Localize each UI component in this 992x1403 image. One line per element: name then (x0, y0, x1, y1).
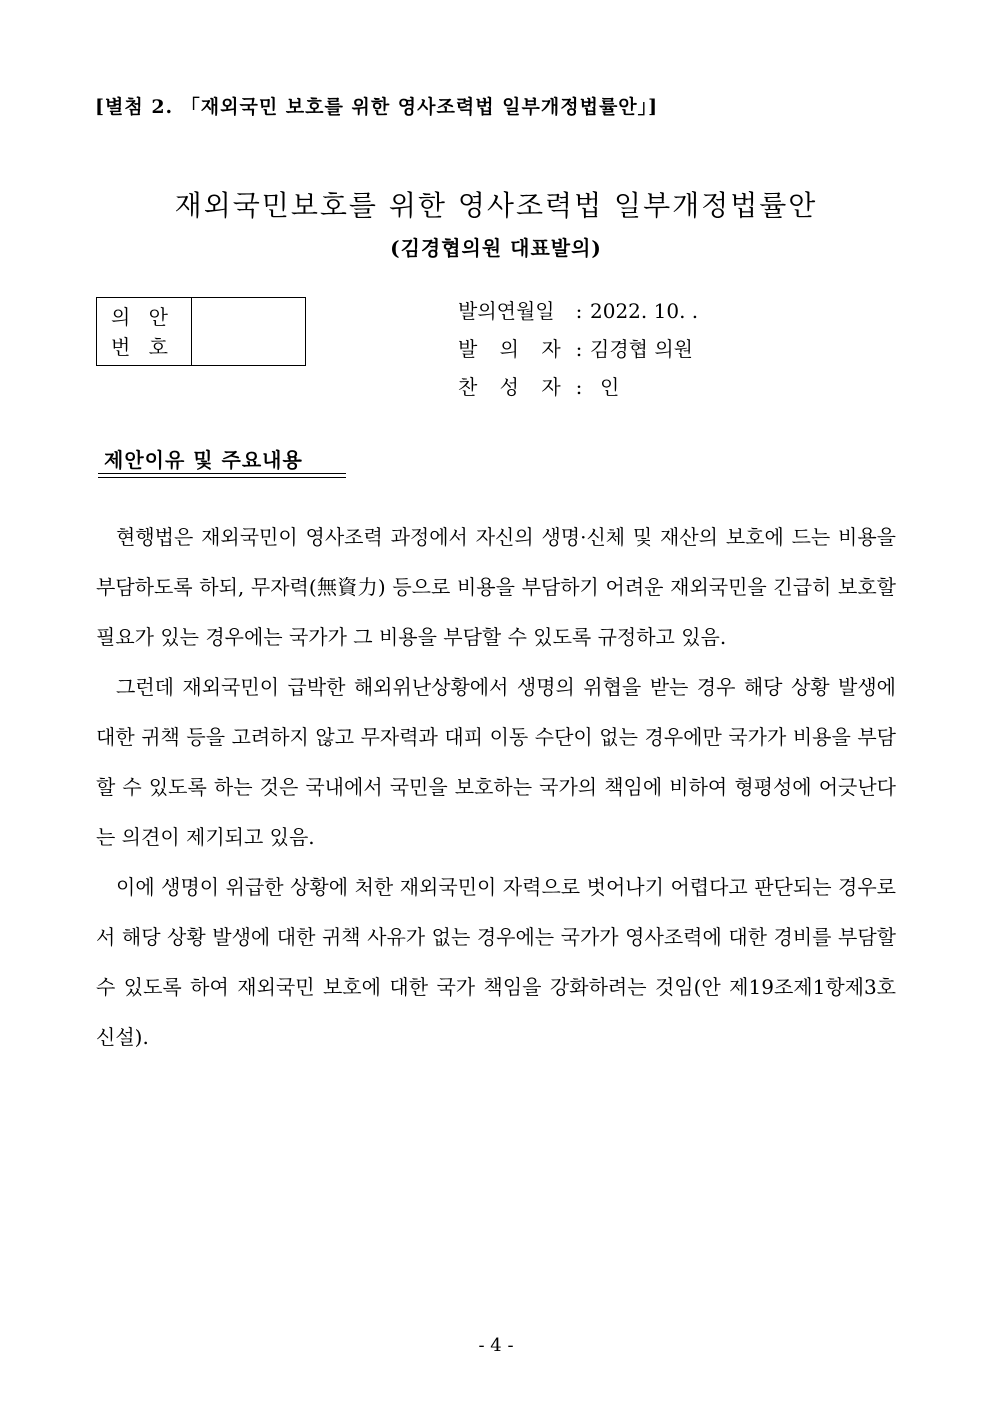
bill-number-label-line2: 번 호 (111, 335, 174, 359)
page-number: - 4 - (478, 1335, 514, 1356)
paragraph: 그런데 재외국민이 급박한 해외위난상황에서 생명의 위협을 받는 경우 해당 상황 발생에 대한 귀책 등을 고려하지 않고 무자력과 대피 이동 수단이 없는 경우에만 국가가 비용을 부담할 수 있도록 하는 것은 국내에서 국민을 보호하는 국가의 책임에 비하여 형평성에 어긋난다는 의견이 제기되고 있음. (96, 675, 896, 849)
paragraph: 이에 생명이 위급한 상황에 처한 재외국민이 자력으로 벗어나기 어렵다고 판단되는 경우로서 해당 상황 발생에 대한 귀책 사유가 없는 경우에는 국가가 영사조력에 대한 경비를 부담할 수 있도록 하여 재외국민 보호에 대한 국가 책임을 강화하려는 것임(안 제19조제1항제3호 신설). (96, 875, 896, 1049)
meta-sep: : (575, 299, 583, 323)
meta-row-supporters (458, 372, 698, 410)
meta-row-date (458, 296, 698, 334)
bill-meta (458, 296, 698, 410)
bill-number-label (97, 298, 192, 365)
meta-row-proposer (458, 334, 698, 372)
meta-value: 인 (600, 375, 620, 399)
bill-sponsor-subtitle: (김경협의원 대표발의) (390, 236, 602, 260)
meta-key: 발의연월일 (458, 299, 555, 323)
meta-sep: : (575, 337, 583, 361)
meta-value: 김경협 의원 (590, 337, 693, 361)
body-text (96, 512, 896, 1062)
bill-number-value (192, 298, 305, 365)
paragraph: 현행법은 재외국민이 영사조력 과정에서 자신의 생명·신체 및 재산의 보호에 드는 비용을 부담하도록 하되, 무자력(無資力) 등으로 비용을 부담하기 어려운 재외국민을 긴급히 보호할 필요가 있는 경우에는 국가가 그 비용을 부담할 수 있도록 규정하고 있음. (96, 525, 896, 649)
attachment-label: [별첨 2. 「재외국민 보호를 위한 영사조력법 일부개정법률안」] (95, 96, 659, 118)
section-heading: 제안이유 및 주요내용 (104, 448, 303, 472)
meta-key: 찬 성 자 (458, 375, 569, 399)
meta-sep: : (575, 375, 583, 399)
bill-number-label-line1: 의 안 (111, 305, 174, 329)
bill-title: 재외국민보호를 위한 영사조력법 일부개정법률안 (174, 189, 818, 222)
meta-key: 발 의 자 (458, 337, 569, 361)
section-heading-underline (98, 473, 346, 478)
meta-value: 2022. 10. . (590, 299, 699, 323)
bill-number-box (96, 297, 306, 366)
